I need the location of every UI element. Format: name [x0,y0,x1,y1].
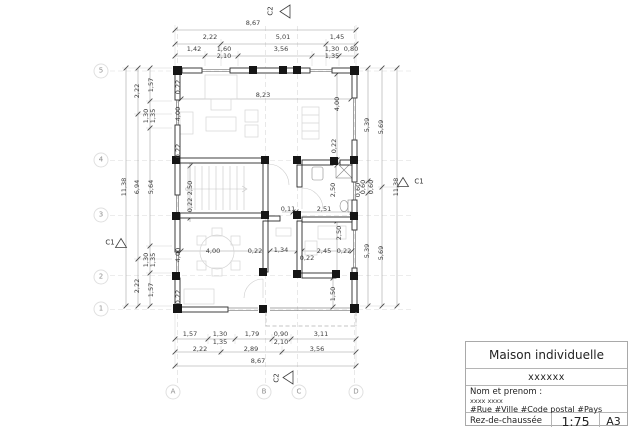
grid-bubble-C: C [292,385,307,400]
dimension-label: 1,60 [216,44,232,53]
staircase [185,166,248,213]
grid-bubble-5: 5 [94,64,109,79]
dimension-label: 0,60 [353,182,362,198]
dimension-label: 0,11 [280,204,296,213]
dimension-label: 5,64 [146,179,155,195]
dimension-label: 0,22 [173,143,182,159]
section-marker-label: C1 [414,177,424,186]
dimension-label: 1,30 [141,252,150,268]
section-marker-label: C1 [105,238,115,247]
dimension-label: 1,30 [141,108,150,124]
dimension-label: 8,67 [245,18,261,27]
dimension-label: 2,50 [185,180,194,196]
dimension-label: 4,00 [173,106,182,122]
dimension-label: 2,10 [273,337,289,346]
dimension-label: 0,22 [173,79,182,95]
dimension-label: 2,89 [243,344,259,353]
client-label: Nom et prenom : [470,387,543,397]
porch-outline [266,312,356,326]
grid-bubble-3: 3 [94,208,109,223]
dimension-label: 1,45 [329,32,345,41]
dimension-label: 2,22 [132,278,141,294]
grid-bubble-B: B [257,385,272,400]
dimension-label: 1,35 [148,252,157,268]
project-code: xxxxxx [466,369,627,386]
title-block [465,341,628,426]
dimension-label: 0,22 [185,197,194,213]
dimension-label: 1,42 [186,44,202,53]
paper-size: A3 [599,413,627,427]
dimension-label: 6,94 [132,179,141,195]
dimension-label: 2,50 [328,182,337,198]
dimension-label: 3,56 [273,44,289,53]
dimension-label: 0,90 [273,329,289,338]
dimension-label: 2,22 [192,344,208,353]
dimension-label: 0,22 [247,246,263,255]
dimension-label: 8,23 [255,90,271,99]
dimension-label: 2,22 [202,32,218,41]
dimension-label: 0,60 [358,179,367,195]
dimension-label: 2,45 [316,246,332,255]
dimension-label: 4,00 [205,246,221,255]
grid-bubble-4: 4 [94,153,109,168]
grid-bubble-A: A [166,385,181,400]
dimension-label: 2,10 [216,51,232,60]
sheet-name: Rez-de-chaussée [470,416,542,426]
dimension-label: 0,22 [329,138,338,154]
dimension-label: 2,22 [132,83,141,99]
dimension-label: 1,35 [212,337,228,346]
section-marker-label: C2 [272,373,281,383]
dimension-label: 1,34 [273,245,289,254]
section-c2-top-triangle [280,5,290,18]
dimension-label: 0,22 [299,253,315,262]
dimension-label: 3,56 [309,344,325,353]
dimension-label: 1,57 [146,77,155,93]
dimension-label: 8,67 [250,356,266,365]
dimension-label: 1,79 [244,329,260,338]
dimension-label: 4,00 [332,96,341,112]
dimension-label: 11,38 [391,177,400,197]
client-name: xxxx xxxx [470,397,503,405]
dimension-label: 0,22 [173,289,182,305]
dimension-ticks [124,28,400,369]
dimension-label: 1,57 [146,282,155,298]
dimension-label: 1,30 [212,329,228,338]
client-info [466,386,627,413]
dimension-label: 3,11 [313,329,329,338]
section-c2-bottom-triangle [283,371,293,384]
dimension-label: 5,39 [362,117,371,133]
grid-bubble-1: 1 [94,302,109,317]
dimension-label: 0,22 [336,246,352,255]
dimension-label: 1,35 [324,51,340,60]
dimension-label: 2,50 [334,225,343,241]
dimension-label: 1,30 [324,44,340,53]
dimension-label: 4,00 [173,247,182,263]
section-marker-triangles [116,5,409,384]
dimension-label: 5,69 [376,245,385,261]
project-title: Maison individuelle [466,342,627,369]
dimension-label: 5,39 [362,243,371,259]
section-c1-left-triangle [116,239,127,248]
dimension-label: 0,60 [366,179,375,195]
dimension-label: 5,69 [376,119,385,135]
dimension-label: 11,38 [119,177,128,197]
dimension-label: 2,51 [316,204,332,213]
client-address: #Rue #Ville #Code postal #Pays [470,405,603,414]
drawing-scale: 1:75 [551,413,599,427]
title-block-footer [466,413,627,427]
section-marker-label: C2 [266,6,275,16]
dimension-label: 0,80 [343,44,359,53]
dimension-label: 1,57 [182,329,198,338]
grid-bubble-D: D [349,385,364,400]
dimension-label: 1,50 [328,286,337,302]
dimension-label: 5,01 [275,32,291,41]
dimension-label: 1,35 [148,108,157,124]
grid-bubble-2: 2 [94,270,109,285]
